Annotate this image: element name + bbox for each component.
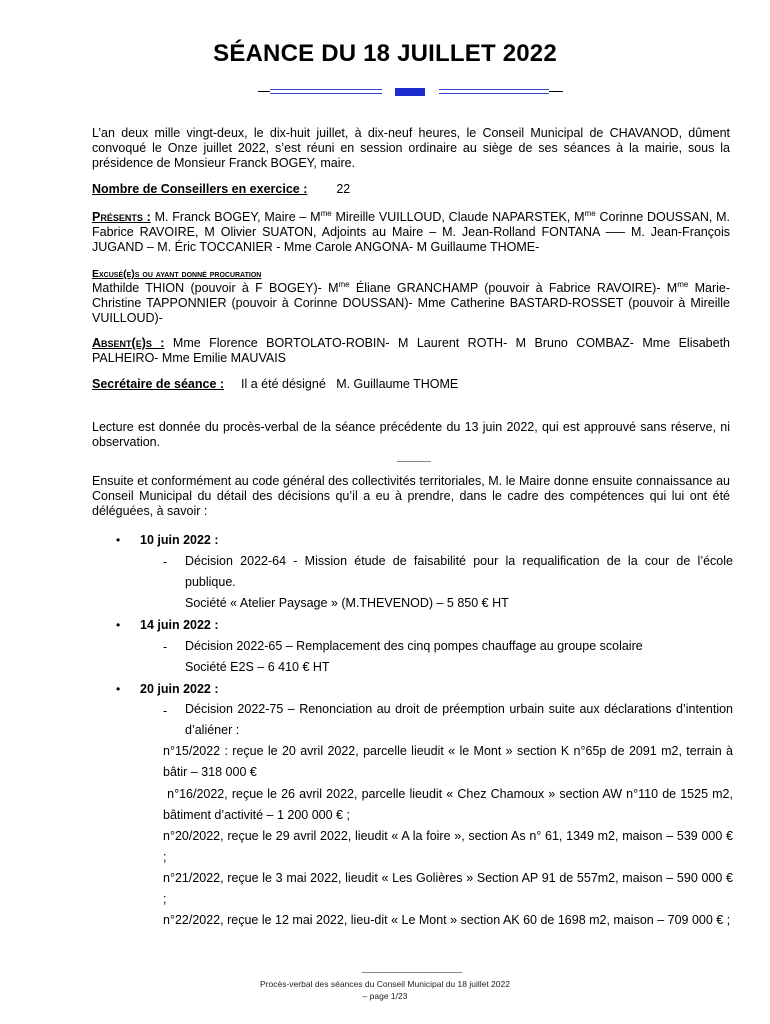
- presents-label: Présents :: [92, 210, 151, 224]
- footer-separator: [362, 972, 462, 973]
- dia-entry: n°22/2022, reçue le 12 mai 2022, lieu-dit « Le Mont » section AK 60 de 1698 m2, maison – 709 000 € ;: [163, 913, 731, 927]
- excuses-label: Excusé(e)s ou ayant donné procuration: [92, 268, 262, 280]
- secretaire-value: Il a été désigné M. Guillaume THOME: [241, 377, 459, 391]
- dia-entry: n°15/2022 : reçue le 20 avril 2022, parcelle lieudit « le Mont » section K n°65p de 2091 m2, terrain à bâtir – 318 000 €: [163, 744, 733, 779]
- conseillers-label: Nombre de Conseillers en exercice :: [92, 182, 308, 196]
- footer-title: Procès-verbal des séances du Conseil Municipal du 18 juillet 2022: [260, 979, 510, 989]
- excuses-paragraph: Excusé(e)s ou ayant donné procuration Mathilde THION (pouvoir à F BOGEY)- $M^{me}$ Éliane GRANCHAMP (pouvoir à Fabrice RAVOIRE)- $M^{me}$ Marie-Christine TAPPONNIER (pouvoir à Corinne DOUSSAN)- Mme Catherine BASTARD-ROSSET (pouvoir à Mireille VUILLOUD)-: [92, 268, 731, 325]
- decision-date: 20 juin 2022 :: [140, 682, 219, 696]
- bullet-icon: •: [116, 618, 121, 632]
- bullet-icon: •: [116, 533, 121, 547]
- secretaire-label: Secrétaire de séance :: [92, 377, 225, 391]
- separator: [397, 461, 431, 462]
- dash-icon: -: [163, 640, 168, 654]
- title-ornament: [258, 87, 563, 97]
- conseillers-value: 22: [336, 182, 351, 196]
- absents-paragraph: Absent(e)s : Mme Florence BORTOLATO-ROBIN- M Laurent ROTH- M Bruno COMBAZ- Mme Elisabeth PALHEIRO- Mme Emilie MAUVAIS: [92, 336, 731, 365]
- decision-text: Décision 2022-65 – Remplacement des cinq pompes chauffage au groupe scolaire: [185, 639, 643, 653]
- decision-text: Décision 2022-64 - Mission étude de faisabilité pour la requalification de la cour de l’école publique.: [185, 554, 733, 589]
- ensuite-paragraph: Ensuite et conformément au code général des collectivités territoriales, M. le Maire donne ensuite connaissance au Conseil Municipal du détail des décisions qu’il a eu à prendre, dans le cadre des compétences qui lui ont été déléguées, à savoir :: [92, 474, 730, 518]
- page-title: SÉANCE DU 18 JUILLET 2022: [213, 40, 557, 67]
- presents-paragraph: Présents : M. Franck BOGEY, Maire – $M^{me}$ Mireille VUILLOUD, Claude NAPARSTEK, $M^{me}$ Corinne DOUSSAN, M. Fabrice RAVOIRE, M Olivier SUATON, Adjoints au Maire – M. Jean-Rolland FONTANA –— M. Jean-François JUGAND – M. Éric TOCCANIER - Mme Carole ANGONA- M Guillaume THOME-: [92, 208, 730, 254]
- footer-page-number: – page 1/23: [362, 991, 408, 1001]
- decision-date: 14 juin 2022 :: [140, 618, 219, 632]
- bullet-icon: •: [116, 682, 121, 696]
- decision-detail: Société E2S – 6 410 € HT: [185, 660, 330, 674]
- dia-entry: n°16/2022, reçue le 26 avril 2022, parcelle lieudit « Chez Chamoux » section AW n°110 de 1525 m2, bâtiment d’activité – 1 200 000 € ;: [163, 787, 737, 822]
- intro-paragraph: L’an deux mille vingt-deux, le dix-huit juillet, à dix-neuf heures, le Conseil Municipal de CHAVANOD, dûment convoqué le Onze juillet 2022, s’est réuni en session ordinaire au siège de ses séances à la mairie, sous la présidence de Monsieur Franck BOGEY, maire.: [92, 126, 730, 170]
- dia-entry: n°21/2022, reçue le 3 mai 2022, lieudit « Les Golières » Section AP 91 de 557m2, maison – 590 000 € ;: [163, 871, 733, 906]
- absents-label: Absent(e)s :: [92, 336, 165, 350]
- secretaire-line: [92, 377, 730, 392]
- lecture-paragraph: Lecture est donnée du procès-verbal de la séance précédente du 13 juin 2022, qui est approuvé sans réserve, ni observation.: [92, 420, 730, 449]
- dia-entry: n°20/2022, reçue le 29 avril 2022, lieudit « A la foire », section As n° 61, 1349 m2, maison – 539 000 € ;: [163, 829, 733, 864]
- dash-icon: -: [163, 555, 168, 569]
- dash-icon: -: [163, 704, 168, 718]
- decision-detail: Société « Atelier Paysage » (M.THEVENOD) – 5 850 € HT: [185, 596, 509, 610]
- conseillers-line: [92, 182, 730, 197]
- decision-text: Décision 2022-75 – Renonciation au droit de préemption urbain suite aux déclarations d’intention d’aliéner :: [185, 702, 733, 737]
- decision-date: 10 juin 2022 :: [140, 533, 219, 547]
